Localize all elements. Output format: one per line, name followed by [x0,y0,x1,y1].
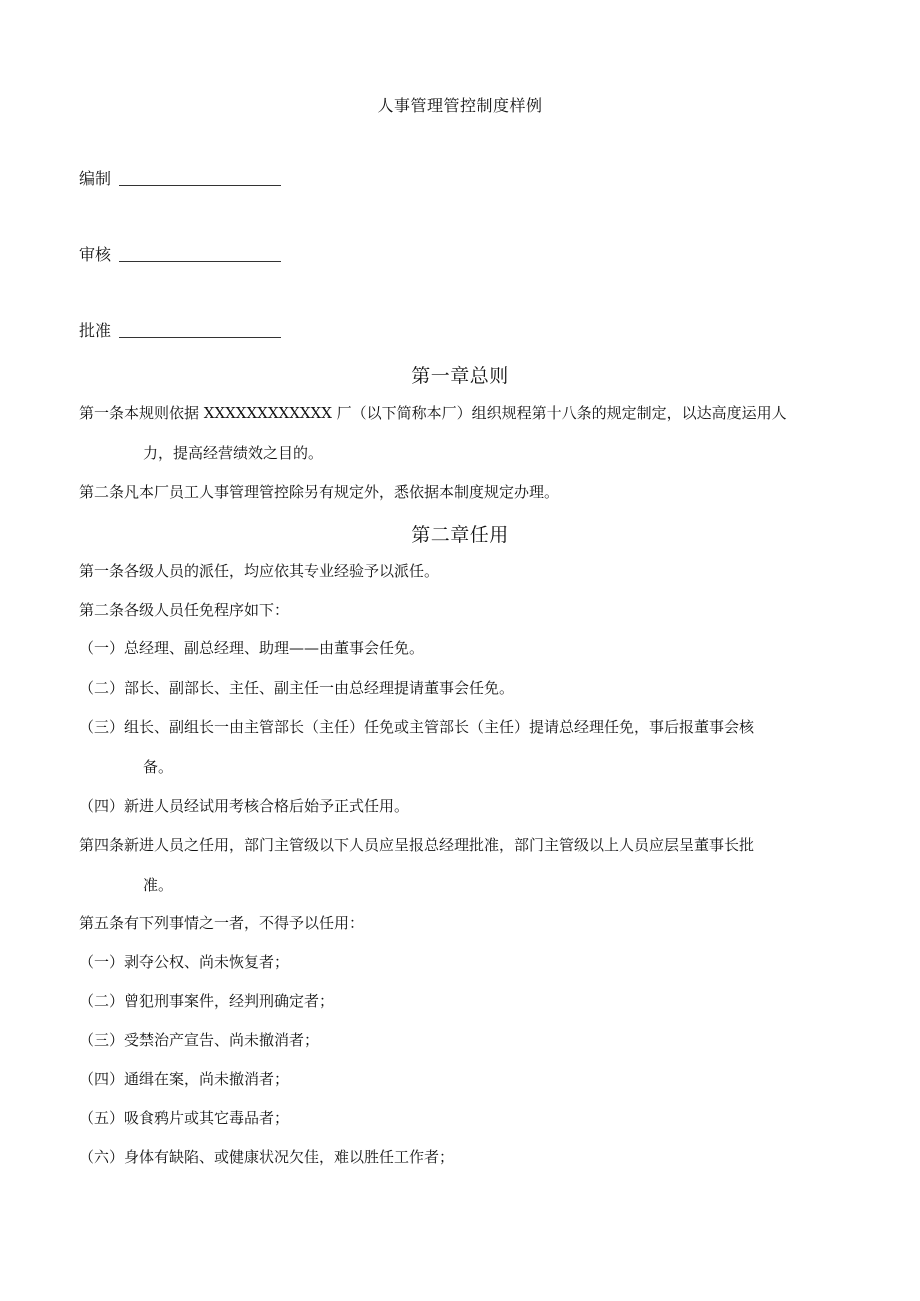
clause-continuation: 力，提高经营绩效之目的。 [143,444,324,462]
list-item-text: （二）部长、副部长、主任、副主任一由总经理提请董事会任免。 [79,679,515,697]
chapter-1-heading: 第一章总则 [411,365,509,387]
clause-text: 第四条新进人员之任用，部门主管级以下人员应呈报总经理批准，部门主管级以上人员应层呈董事长批 [79,836,755,854]
list-item-text: （四）通缉在案，尚未撤消者； [79,1070,290,1088]
clause-text: 第一条各级人员的派任，均应依其专业经验予以派任。 [79,562,440,580]
clause-text: 第一条本规则依据 XXXXXXXXXXXX 厂（以下简称本厂）组织规程第十八条的规定制定，以达高度运用人 [79,404,787,422]
clause [79,903,849,943]
signoff-compile-row [79,168,281,190]
list-item [79,1098,849,1138]
review-signature-line [119,244,281,262]
list-item-text: （三）组长、副组长一由主管部长（主任）任免或主管部长（主任）提请总经理任免，事后报董事会核 [79,718,755,736]
signoff-review-row [79,244,281,266]
list-item-text: （五）吸食鸦片或其它毒品者； [79,1109,290,1127]
list-item [79,668,849,708]
list-item-text: （二）曾犯刑事案件，经判刑确定者； [79,992,335,1010]
clause-text: 第二条凡本厂员工人事管理管控除另有规定外，悉依据本制度规定办理。 [79,483,560,501]
list-item [79,628,849,668]
review-label: 审核 [79,245,112,264]
compile-label: 编制 [79,169,112,188]
list-item-continuation: 备。 [143,758,174,776]
approve-signature-line [119,320,281,338]
list-item [79,786,849,826]
list-item [79,1020,849,1060]
list-item [79,1137,849,1177]
signoff-approve-row [79,320,281,342]
document-title: 人事管理管控制度样例 [377,96,543,115]
list-item-text: （一）总经理、副总经理、助理——由董事会任免。 [79,639,425,657]
clause [79,590,849,630]
list-item-text: （六）身体有缺陷、或健康状况欠佳，难以胜任工作者； [79,1148,455,1166]
chapter-2-heading: 第二章任用 [411,524,509,546]
list-item-text: （一）剥夺公权、尚未恢复者； [79,953,290,971]
approve-label: 批准 [79,321,112,340]
clause-text: 第二条各级人员任免程序如下： [79,601,290,619]
clause [79,472,849,512]
clause-text: 第五条有下列事情之一者，不得予以任用： [79,914,365,932]
clause-continuation: 准。 [143,876,174,894]
list-item-text: （三）受禁治产宣告、尚未撤消者； [79,1031,320,1049]
list-item [79,981,849,1021]
list-item [79,942,849,982]
list-item-text: （四）新进人员经试用考核合格后始予正式任用。 [79,797,410,815]
clause [79,393,849,473]
compile-signature-line [119,168,281,186]
list-item [79,1059,849,1099]
list-item [79,707,849,787]
clause [79,825,849,905]
clause [79,551,849,591]
